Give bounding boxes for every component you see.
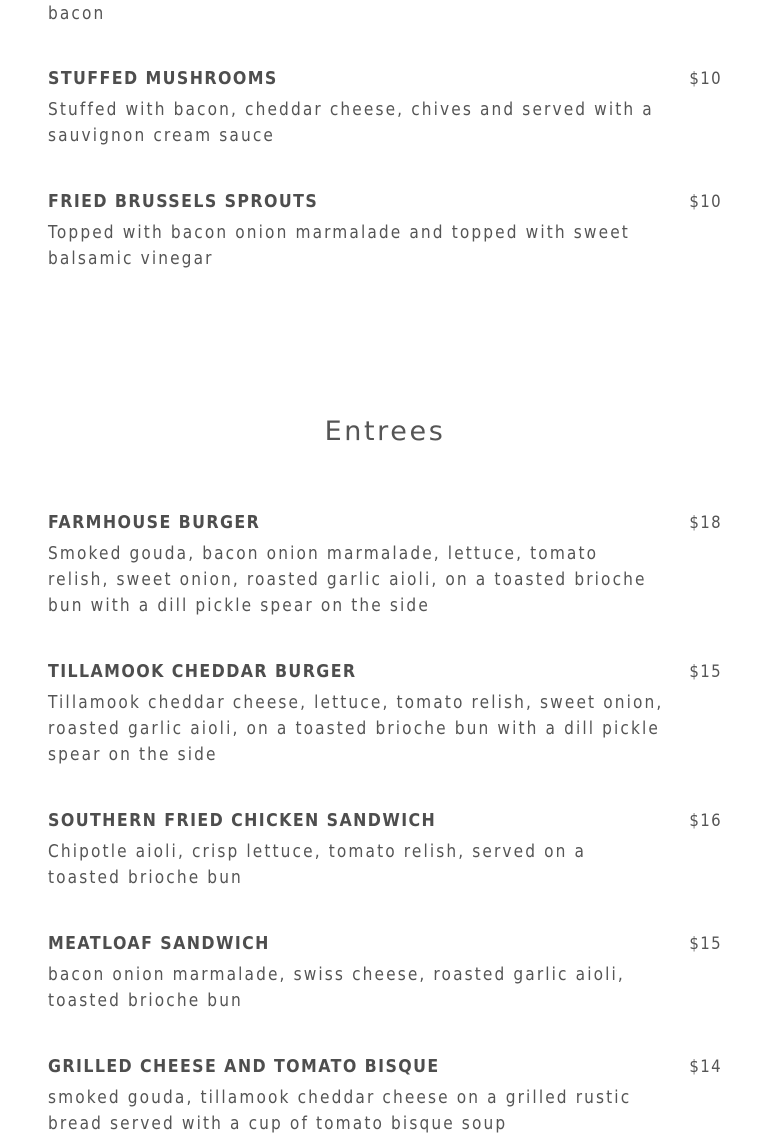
item-name: SOUTHERN FRIED CHICKEN SANDWICH: [48, 810, 437, 831]
item-price: $14: [689, 1057, 722, 1077]
item-description: Chipotle aioli, crisp lettuce, tomato relish, served on a toasted brioche bun: [48, 842, 587, 888]
item-name: FRIED BRUSSELS SPROUTS: [48, 191, 319, 212]
item-price: $16: [689, 811, 722, 831]
section-heading-entrees: Entrees: [324, 416, 446, 447]
item-name: GRILLED CHEESE AND TOMATO BISQUE: [48, 1056, 440, 1077]
item-name: TILLAMOOK CHEDDAR BURGER: [48, 661, 357, 682]
item-name: FARMHOUSE BURGER: [48, 512, 261, 533]
item-price: $10: [689, 192, 722, 212]
item-price: $10: [689, 69, 722, 89]
item-description: bacon onion marmalade, swiss cheese, roasted garlic aioli, toasted brioche bun: [48, 965, 625, 1011]
item-description: Tillamook cheddar cheese, lettuce, tomato relish, sweet onion, roasted garlic aioli, on a toasted brioche bun with a dill pickle spear on the side: [48, 693, 664, 765]
item-description: Stuffed with bacon, cheddar cheese, chives and served with a sauvignon cream sauce: [48, 100, 654, 146]
top-fragment: bacon: [48, 4, 106, 24]
item-price: $15: [689, 934, 722, 954]
item-description: Smoked gouda, bacon onion marmalade, lettuce, tomato relish, sweet onion, roasted garlic aioli, on a toasted brioche bun with a dill pickle spear on the side: [48, 544, 647, 616]
item-name: MEATLOAF SANDWICH: [48, 933, 270, 954]
item-name: STUFFED MUSHROOMS: [48, 68, 278, 89]
item-price: $18: [689, 513, 722, 533]
item-price: $15: [689, 662, 722, 682]
item-description: Topped with bacon onion marmalade and topped with sweet balsamic vinegar: [48, 223, 630, 269]
item-description: smoked gouda, tillamook cheddar cheese on a grilled rustic bread served with a cup of tomato bisque soup: [48, 1088, 632, 1134]
